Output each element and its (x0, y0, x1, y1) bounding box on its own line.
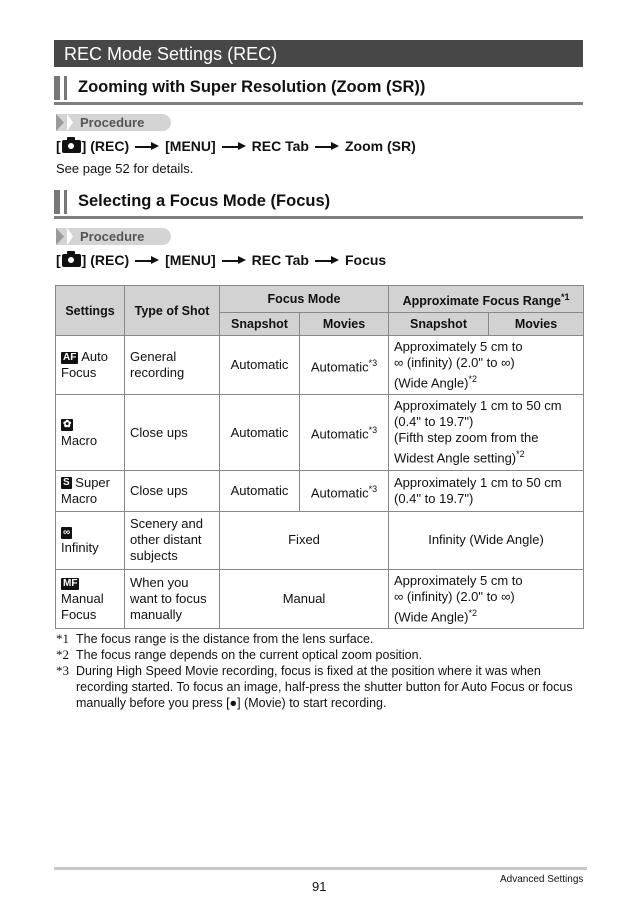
setting-name: Macro (61, 432, 98, 448)
range-line: Approximately 5 cm to (394, 339, 523, 355)
step-menu: [MENU] (165, 252, 216, 268)
chapter-title: REC Mode Settings (REC) (64, 44, 278, 64)
setting-cell (56, 470, 125, 511)
footnote-mark: *2 (56, 647, 69, 662)
step-tab: REC Tab (251, 252, 309, 268)
footnote-text: The focus range is the distance from the lens surface. (76, 632, 374, 646)
range-line-last (394, 371, 578, 391)
table-row (56, 569, 584, 628)
section-marker (64, 190, 67, 214)
movies-text: Automatic (310, 484, 369, 500)
arrow-right-icon (315, 255, 339, 265)
procedure-label (56, 114, 171, 131)
see-page-note: See page 52 for details. (56, 161, 194, 176)
footnote-mark: *1 (56, 631, 69, 646)
setting-cell (56, 336, 125, 395)
table-row (56, 336, 584, 395)
camera-icon (62, 140, 81, 153)
setting-cell (56, 511, 125, 569)
setting-name: Auto Focus (61, 349, 108, 381)
procedure-label (56, 228, 171, 245)
page-number: 91 (312, 879, 327, 894)
section-marker (54, 190, 60, 214)
focus-mode-cell: Fixed (220, 511, 389, 569)
footnote-mark: *2 (468, 607, 477, 618)
setting-name: Infinity (61, 540, 99, 556)
header-type-of-shot: Type of Shot (125, 286, 220, 336)
section-heading-focus (54, 186, 583, 219)
movies-cell (300, 336, 389, 395)
table-header-row (56, 286, 584, 313)
procedure-marker (56, 228, 64, 245)
footnote-mark: *3 (368, 358, 378, 369)
procedure-text: Procedure (80, 115, 145, 130)
table-row (56, 511, 584, 569)
bracket: [ (56, 252, 61, 268)
header-snapshot: Snapshot (220, 313, 300, 336)
af-icon: AF (63, 351, 77, 363)
range-line: Approximately 5 cm to (394, 572, 523, 588)
header-focus-mode: Focus Mode (220, 286, 389, 313)
table-row (56, 470, 584, 511)
range-cell (389, 569, 584, 628)
range-cell (389, 336, 584, 395)
movies-text: Automatic (310, 359, 369, 375)
procedure-marker (67, 114, 73, 131)
infinity-icon: ∞ (63, 526, 71, 538)
section-title: Selecting a Focus Mode (Focus) (78, 192, 331, 210)
header-snapshot: Snapshot (389, 313, 489, 336)
setting-name: Super Macro (61, 474, 110, 506)
footnotes (56, 631, 576, 711)
footnote-mark: *2 (516, 449, 525, 460)
bracket: [ (56, 138, 61, 154)
footnote (56, 631, 576, 647)
range-cell (389, 395, 584, 470)
procedure-step (56, 138, 416, 154)
shot-cell: When you want to focus manually (125, 569, 220, 628)
footnote-text: The focus range depends on the current optical zoom position. (76, 648, 423, 662)
range-line: Approximately 1 cm to 50 cm (394, 398, 562, 414)
footnote-mark: *2 (468, 374, 477, 385)
movies-cell (300, 470, 389, 511)
arrow-right-icon (135, 255, 159, 265)
step-menu: [MENU] (165, 138, 216, 154)
footnote (56, 663, 576, 711)
footnote-text: During High Speed Movie recording, focus is fixed at the position where it was when recording started. To focus an image, half-press the shutter button for Auto Focus or focus manually before you press [●] (Movie) to start recording. (76, 664, 573, 710)
step-rec: (REC) (90, 252, 130, 268)
setting-name: Manual Focus (61, 590, 104, 622)
section-marker (54, 76, 60, 100)
header-approx-range (389, 286, 584, 313)
super-macro-icon: S (63, 477, 70, 489)
shot-cell: Close ups (125, 395, 220, 470)
footnote-mark: *3 (368, 483, 378, 494)
procedure-marker (67, 228, 73, 245)
snapshot-cell: Automatic (220, 395, 300, 470)
movies-cell (300, 395, 389, 470)
snapshot-cell: Automatic (220, 470, 300, 511)
procedure-text: Procedure (80, 229, 145, 244)
snapshot-cell: Automatic (220, 336, 300, 395)
section-marker (64, 76, 67, 100)
range-line: ∞ (infinity) (2.0" to ∞) (394, 588, 515, 604)
focus-mode-cell: Manual (220, 569, 389, 628)
macro-icon: ✿ (63, 419, 72, 431)
step-target: Zoom (SR) (344, 138, 416, 154)
section-heading-zoom-sr (54, 72, 583, 105)
step-tab: REC Tab (251, 138, 309, 154)
arrow-right-icon (222, 141, 246, 151)
range-line: (Wide Angle) (394, 609, 469, 625)
range-line: (Wide Angle) (394, 375, 469, 391)
step-target: Focus (344, 252, 387, 268)
shot-cell: Scenery and other distant subjects (125, 511, 220, 569)
section-title: Zooming with Super Resolution (Zoom (SR)) (78, 78, 426, 96)
range-line: (0.4" to 19.7") (394, 490, 474, 506)
procedure-step (56, 252, 386, 268)
shot-cell: Close ups (125, 470, 220, 511)
range-line: (0.4" to 19.7") (394, 414, 474, 430)
range-line: Widest Angle setting) (394, 450, 517, 466)
header-movies: Movies (489, 313, 584, 336)
arrow-right-icon (222, 255, 246, 265)
footnote-mark: *1 (560, 292, 570, 302)
footer-divider (54, 867, 587, 870)
bracket: ] (81, 138, 91, 154)
footnote-mark: *3 (56, 663, 69, 678)
footer-section-title: Advanced Settings (500, 874, 584, 885)
shot-cell: General recording (125, 336, 220, 395)
setting-cell (56, 395, 125, 470)
bracket: ] (81, 252, 91, 268)
table-row (56, 395, 584, 470)
range-line: Approximately 1 cm to 50 cm (394, 474, 562, 490)
movies-text: Automatic (310, 426, 369, 442)
range-line-last (394, 446, 578, 466)
header-approx-range-text: Approximate Focus Range (402, 294, 561, 309)
arrow-right-icon (315, 141, 339, 151)
header-movies: Movies (300, 313, 389, 336)
setting-cell (56, 569, 125, 628)
footnote-mark: *3 (368, 425, 378, 436)
range-line: ∞ (infinity) (2.0" to ∞) (394, 355, 515, 371)
step-rec: (REC) (90, 138, 130, 154)
mf-icon: MF (63, 577, 78, 589)
camera-icon (62, 254, 81, 267)
range-line: (Fifth step zoom from the (394, 430, 539, 446)
focus-mode-table (55, 285, 584, 629)
procedure-marker (56, 114, 64, 131)
footnote (56, 647, 576, 663)
range-cell (389, 470, 584, 511)
range-cell: Infinity (Wide Angle) (389, 511, 584, 569)
range-line-last (394, 605, 578, 625)
arrow-right-icon (135, 141, 159, 151)
header-settings: Settings (56, 286, 125, 336)
chapter-header-bar (54, 40, 583, 67)
